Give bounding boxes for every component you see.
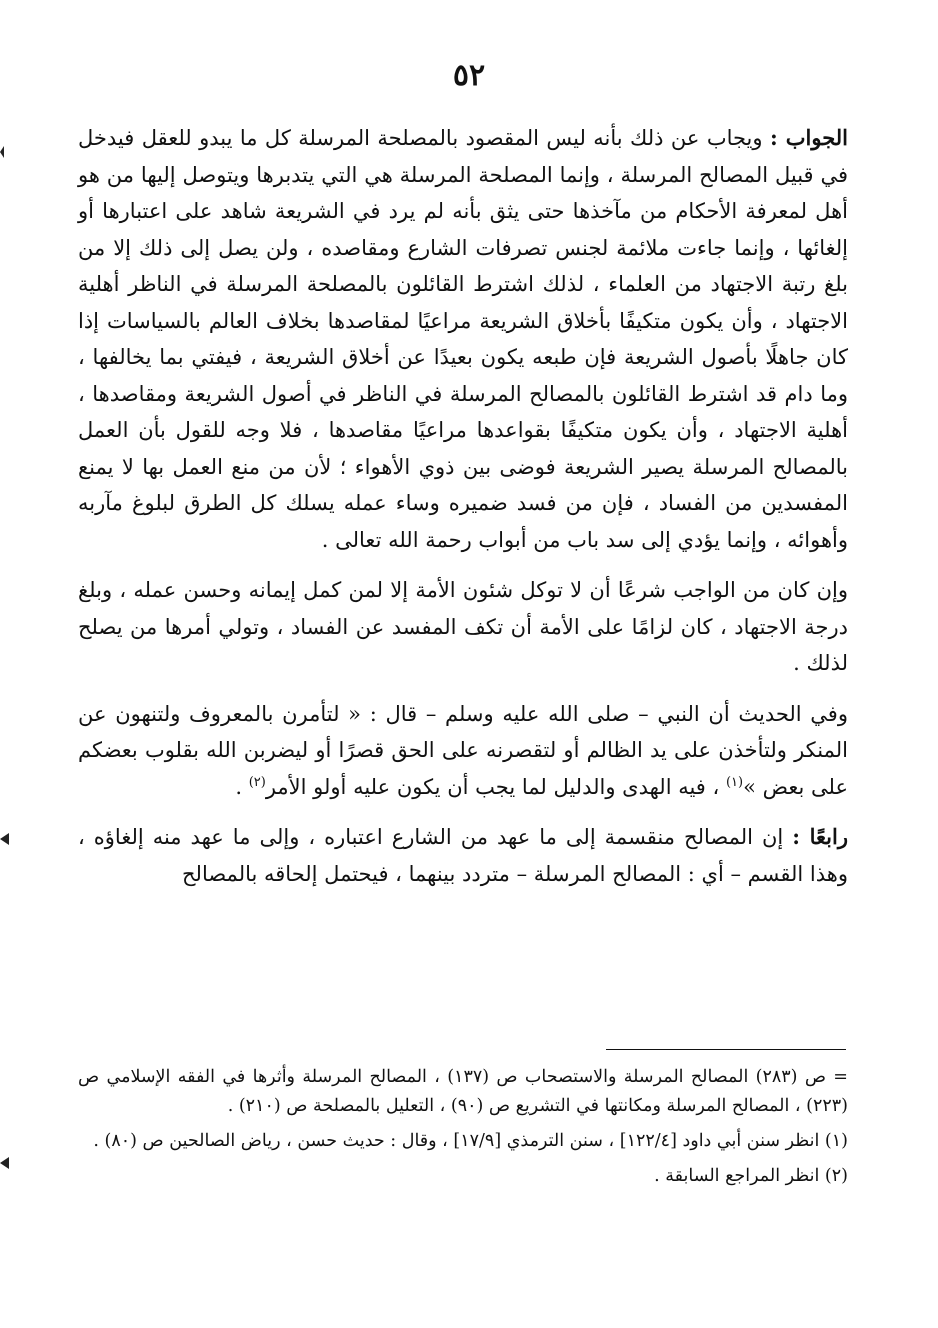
paragraph-text: .: [235, 774, 249, 799]
paragraph-text: إن المصالح منقسمة إلى ما عهد من الشارع اعتباره ، وإلى ما عهد منه إلغاؤه ، وهذا القسم – أي : المصالح المرسلة – متردد بينهما ، فيحتمل إلحاقه بالمصالح: [78, 825, 848, 886]
paragraph-fourth: [78, 819, 848, 892]
main-text: [78, 120, 848, 892]
paragraph-lead: رابعًا :: [792, 824, 848, 849]
scan-mark-icon: [0, 146, 4, 158]
scan-mark-icon: [0, 833, 9, 845]
scan-edge-marks: [0, 0, 12, 1328]
paragraph-obligation: [78, 572, 848, 682]
paragraph-hadith: [78, 696, 848, 806]
paragraph-answer: [78, 120, 848, 558]
footnote-ref-2[interactable]: (٢): [248, 774, 266, 790]
page-number: ٥٢: [452, 58, 486, 93]
footnote-1: (١) انظر سنن أبي داود [١٢٢/٤] ، سنن الترمذي [١٧/٩] ، وقال : حديث حسن ، رياض الصالحين ص (٨٠) .: [93, 1131, 848, 1151]
footnotes: [78, 1063, 848, 1197]
paragraph-text: وفي الحديث أن النبي – صلى الله عليه وسلم – قال : « لتأمرن بالمعروف ولتنهون عن المنكر ولتأخذن على يد الظالم أو لتقصرنه على الحق قصرًا أو ليضربن الله بقلوب بعضكم على بعض »: [78, 701, 848, 799]
footnote-ref-1[interactable]: (١): [725, 774, 744, 790]
paragraph-lead: الجواب :: [769, 125, 848, 150]
paragraph-text: وإن كان من الواجب شرعًا أن لا توكل شئون الأمة إلا لمن كمل إيمانه وحسن عمله ، وبلغ درجة الاجتهاد ، كان لزامًا على الأمة أن تكف المفسد عن الفساد ، وتولي أمرها من يصلح لذلك .: [78, 578, 848, 675]
footnote-2: (٢) انظر المراجع السابقة .: [654, 1166, 848, 1186]
paragraph-text: ، فيه الهدى والدليل لما يجب أن يكون عليه أولو الأمر: [265, 774, 726, 799]
footnote-continued: = ص (٢٨٣) المصالح المرسلة والاستصحاب ص (١٣٧) ، المصالح المرسلة وأثرها في الفقه الإسلامي ص (٢٢٣) ، المصالح المرسلة ومكانتها في التشريع ص (٩٠) ، التعليل بالمصلحة ص (٢١٠) .: [78, 1067, 848, 1116]
scan-mark-icon: [0, 1157, 9, 1169]
footnote-divider: [606, 1049, 846, 1050]
paragraph-text: ويجاب عن ذلك بأنه ليس المقصود بالمصلحة المرسلة كل ما يبدو للعقل فيدخل في قبيل المصالح المرسلة ، وإنما المصلحة المرسلة هي التي يتدبرها ويتوصل إليها من هو أهل لمعرفة الأحكام من مآخذها حتى يثق بأنه لم يرد في الشريعة شاهد على اعتبارها أو إلغائها ، وإنما جاءت ملائمة لجنس تصرفات الشارع ومقاصده ، ولن يصل إلى ذلك إلا من بلغ رتبة الاجتهاد من العلماء ، لذلك اشترط القائلون بالمصلحة المرسلة في الناظر أهلية الاجتهاد ، وأن يكون متكيفًا بأخلاق الشريعة مراعيًا لمقاصدها بخلاف العالم بالسياسات إذا كان جاهلًا بأصول الشريعة فإن طبعه يكون بعيدًا عن أخلاق الشريعة ، فيفتي بما يخالفها ، وما دام قد اشترط القائلون بالمصالح المرسلة في الناظر في أصول الشريعة ومقاصدها ، أهلية الاجتهاد ، وأن يكون متكيفًا بقواعدها مراعيًا مقاصدها ، فلا وجه للقول بأن العمل بالمصالح المرسلة يصير الشريعة فوضى بين ذوي الأهواء ؛ لأن من منع العمل بها لا يمنع المفسدين من الفساد ، فإن من فسد ضميره وساء عمله يسلك كل الطرق لبلوغ مآربه وأهوائه ، وإنما يؤدي إلى سد باب من أبواب رحمة الله تعالى .: [78, 126, 848, 552]
